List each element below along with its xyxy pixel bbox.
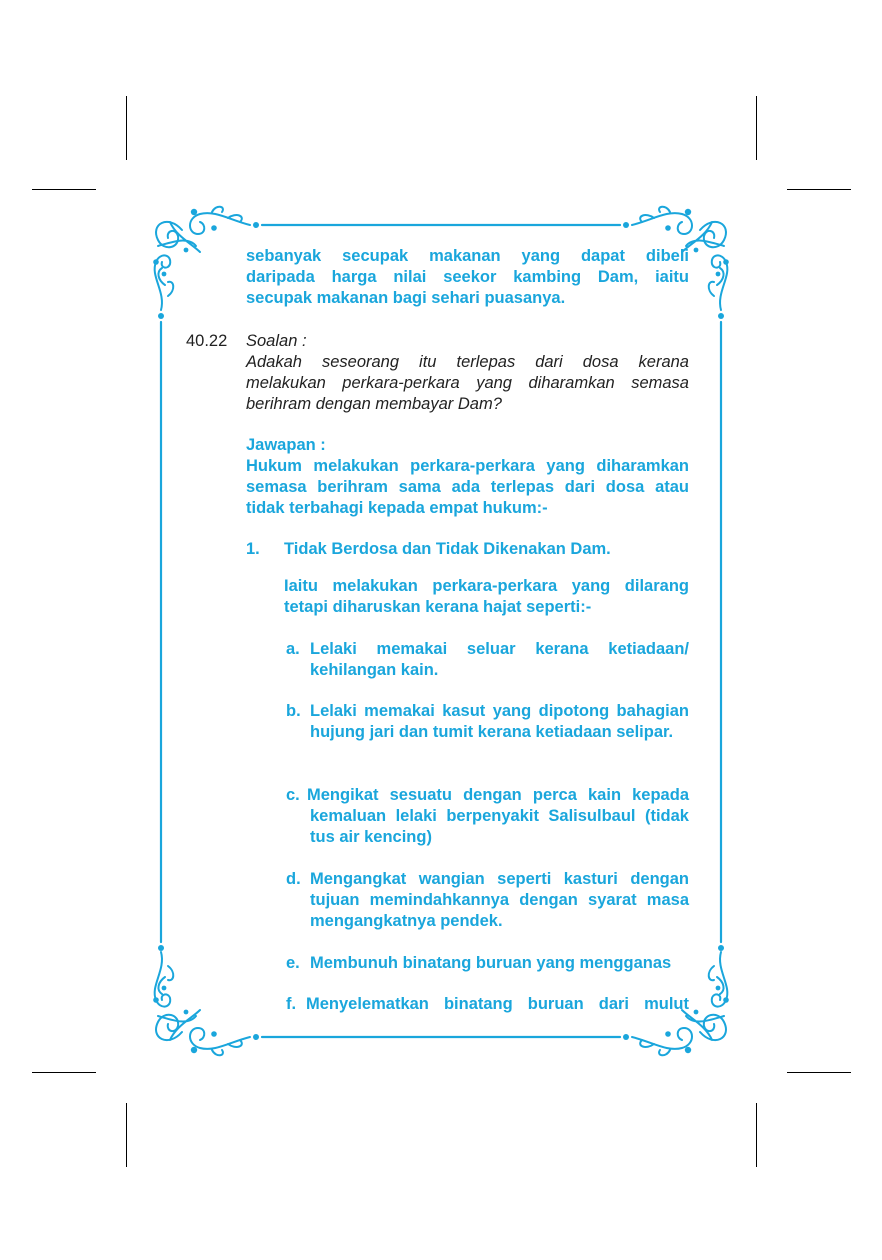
list-item <box>307 785 689 848</box>
item-line: hujung jari dan tumit kerana ketiadaan selipar. <box>310 723 674 741</box>
list-item <box>310 869 689 932</box>
item-marker: e. <box>286 954 300 972</box>
point-title: Tidak Berdosa dan Tidak Dikenakan Dam. <box>284 540 611 558</box>
point-line: Iaitu melakukan perkara-perkara yang dilarang <box>284 577 689 595</box>
intro-line: sebanyak secupak makanan yang dapat dibeli <box>246 247 689 265</box>
list-item <box>306 994 689 1015</box>
answer-line: semasa berihram sama ada terlepas dari dosa atau <box>246 478 689 496</box>
answer-line: tidak terbahagi kepada empat hukum:- <box>246 499 548 517</box>
question-line: Adakah seseorang itu terlepas dari dosa kerana <box>246 353 689 371</box>
item-line: kehilangan kain. <box>310 661 439 679</box>
answer-block <box>246 435 689 519</box>
list-item <box>310 701 689 743</box>
question-block <box>246 331 689 415</box>
question-label: Soalan : <box>246 332 307 350</box>
item-marker: b. <box>286 702 301 720</box>
answer-label: Jawapan : <box>246 436 326 454</box>
answer-line: Hukum melakukan perkara-perkara yang diharamkan <box>246 457 689 475</box>
question-line: melakukan perkara-perkara yang diharamkan semasa <box>246 374 689 392</box>
item-marker: a. <box>286 640 300 658</box>
item-line: Menyelematkan binatang buruan dari mulut <box>306 995 689 1013</box>
item-line: tujuan memindahkannya dengan syarat masa <box>310 891 689 909</box>
point-description <box>284 576 689 618</box>
item-line: kemaluan lelaki berpenyakit Salisulbaul (tidak <box>310 807 689 825</box>
item-marker: f. <box>286 995 297 1013</box>
item-line: Mengikat sesuatu dengan perca kain kepada <box>307 786 689 804</box>
item-line: tus air kencing) <box>310 828 432 846</box>
item-marker: d. <box>286 870 301 888</box>
intro-paragraph <box>246 246 689 309</box>
question-number: 40.22 <box>186 332 228 350</box>
item-line: Lelaki memakai seluar kerana ketiadaan/ <box>310 640 689 658</box>
point-marker: 1. <box>246 540 260 558</box>
list-item <box>310 639 689 681</box>
intro-line: daripada harga nilai seekor kambing Dam, iaitu <box>246 268 689 286</box>
item-line: mengangkatnya pendek. <box>310 912 503 930</box>
item-line: Membunuh binatang buruan yang mengganas <box>310 954 672 972</box>
item-line: Lelaki memakai kasut yang dipotong bahagian <box>310 702 689 720</box>
question-line: berihram dengan membayar Dam? <box>246 395 502 413</box>
list-item <box>310 953 689 974</box>
item-marker: c. <box>286 786 300 804</box>
intro-line: secupak makanan bagi sehari puasanya. <box>246 289 566 307</box>
point-line: tetapi diharuskan kerana hajat seperti:- <box>284 598 592 616</box>
item-line: Mengangkat wangian seperti kasturi dengan <box>310 870 689 888</box>
